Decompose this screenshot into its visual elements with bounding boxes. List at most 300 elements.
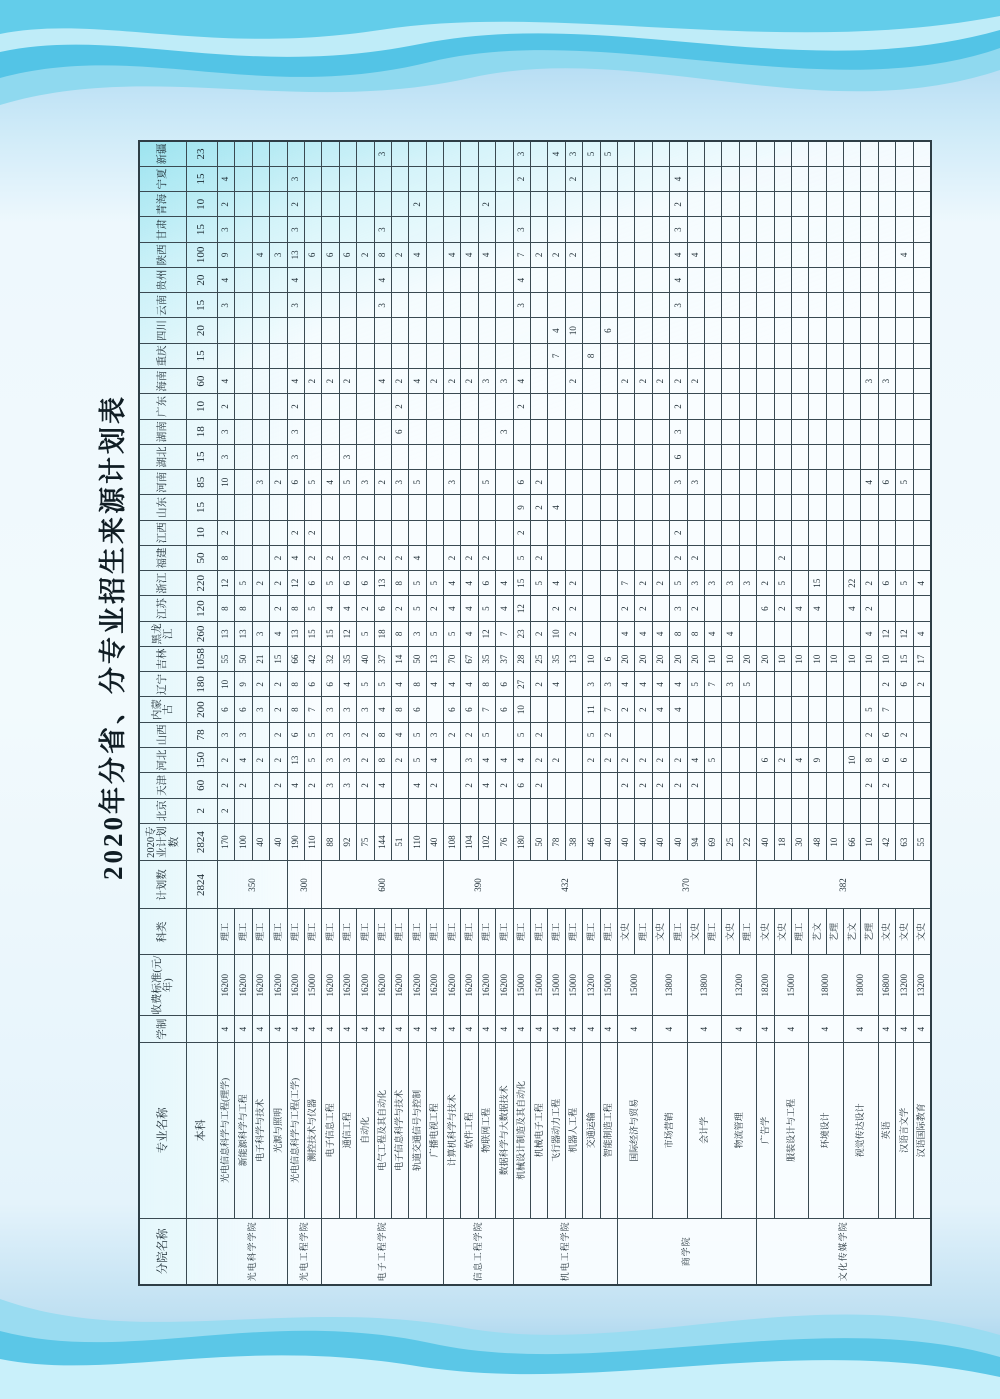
- value-北京: [635, 798, 652, 823]
- value-福建: 8: [218, 545, 235, 570]
- value-甘肃: [826, 217, 843, 242]
- value-贵州: [357, 267, 374, 292]
- value-浙江: [791, 571, 808, 596]
- value-甘肃: [565, 217, 582, 242]
- value-北京: [652, 798, 669, 823]
- value-内蒙古: 7: [878, 697, 895, 722]
- value-内蒙古: 10: [513, 697, 530, 722]
- value-河北: 5: [704, 748, 721, 773]
- value-浙江: 3: [722, 571, 739, 596]
- value-广东: [235, 394, 252, 419]
- value-福建: 2: [304, 545, 321, 570]
- value-福建: [652, 545, 669, 570]
- value-海南: [809, 369, 826, 394]
- major-name: 飞行器动力工程: [548, 1043, 565, 1219]
- value-内蒙古: [896, 697, 913, 722]
- value-江西: [357, 520, 374, 545]
- value-湖北: [270, 444, 287, 469]
- value-江西: [687, 520, 704, 545]
- value-新疆: 4: [548, 141, 565, 166]
- value-山西: [670, 722, 687, 747]
- value-浙江: [583, 571, 600, 596]
- value-青海: [270, 192, 287, 217]
- major-fee: 15000: [304, 955, 321, 1016]
- value-浙江: 5: [235, 571, 252, 596]
- value-福建: [757, 545, 774, 570]
- value-河北: 4: [235, 748, 252, 773]
- value-吉林: 13: [426, 646, 443, 671]
- value-云南: [878, 293, 895, 318]
- college-name: 机电工程学院: [513, 1218, 617, 1285]
- value-四川: [444, 318, 461, 343]
- major-duration: 4: [218, 1015, 235, 1042]
- value-辽宁: 8: [478, 672, 495, 697]
- value-陕西: [617, 242, 634, 267]
- value-河北: [826, 748, 843, 773]
- value-黑龙江: 10: [548, 621, 565, 646]
- value-江苏: 5: [304, 596, 321, 621]
- value-广东: [617, 394, 634, 419]
- value-贵州: [913, 267, 931, 292]
- value-河南: [844, 470, 861, 495]
- value-北京: [287, 798, 304, 823]
- major-line-row: [896, 141, 913, 1285]
- value-辽宁: 2: [270, 672, 287, 697]
- value-湖北: [861, 444, 878, 469]
- major-fee: 15000: [548, 955, 565, 1016]
- header-province-贵州: 贵州: [139, 267, 187, 292]
- value-四川: [357, 318, 374, 343]
- value-江西: 2: [304, 520, 321, 545]
- value-甘肃: [687, 217, 704, 242]
- value-江西: [339, 520, 356, 545]
- value-山西: 2: [600, 722, 617, 747]
- value-湖南: [652, 419, 669, 444]
- major-name: 光电信息科学与工程(理学): [218, 1043, 235, 1219]
- value-江苏: 2: [774, 596, 791, 621]
- major-category: 理工: [391, 909, 408, 955]
- value-山东: [339, 495, 356, 520]
- value-辽宁: [774, 672, 791, 697]
- value-山西: [739, 722, 756, 747]
- value-宁夏: [409, 166, 426, 191]
- value-江西: [409, 520, 426, 545]
- value-青海: [774, 192, 791, 217]
- value-北京: [687, 798, 704, 823]
- value-湖南: [478, 419, 495, 444]
- value-云南: [461, 293, 478, 318]
- major-name: 光电信息科学与工程(工学): [287, 1043, 304, 1219]
- value-辽宁: 4: [444, 672, 461, 697]
- value-海南: [357, 369, 374, 394]
- value-河南: 2: [531, 470, 548, 495]
- value-江苏: 5: [409, 596, 426, 621]
- major-fee: 16200: [426, 955, 443, 1016]
- value-湖南: [739, 419, 756, 444]
- value-新疆: [896, 141, 913, 166]
- value-湖南: 3: [496, 419, 513, 444]
- value-重庆: [391, 343, 408, 368]
- value-辽宁: 5: [687, 672, 704, 697]
- value-贵州: [444, 267, 461, 292]
- value-浙江: 6: [339, 571, 356, 596]
- value-山东: [896, 495, 913, 520]
- value-湖南: [687, 419, 704, 444]
- value-福建: [235, 545, 252, 570]
- value-山西: 2: [357, 722, 374, 747]
- value-四川: [531, 318, 548, 343]
- value-辽宁: 4: [617, 672, 634, 697]
- value-黑龙江: 23: [513, 621, 530, 646]
- value-陕西: [913, 242, 931, 267]
- value-吉林: 10: [861, 646, 878, 671]
- major-line-row: [235, 141, 252, 1285]
- major-fee: 18200: [757, 955, 774, 1016]
- major-name: 电子信息工程: [322, 1043, 339, 1219]
- value-湖北: 3: [287, 444, 304, 469]
- value-甘肃: 3: [287, 217, 304, 242]
- value-广东: [478, 394, 495, 419]
- value-江苏: 6: [757, 596, 774, 621]
- benke-total-湖南: 18: [187, 419, 218, 444]
- value-贵州: [583, 267, 600, 292]
- value-福建: [565, 545, 582, 570]
- value-湖北: [791, 444, 808, 469]
- major-duration: 4: [270, 1015, 287, 1042]
- value-江苏: 3: [670, 596, 687, 621]
- value-吉林: 20: [617, 646, 634, 671]
- value-江苏: 4: [791, 596, 808, 621]
- value-四川: [426, 318, 443, 343]
- value-天津: 2: [861, 773, 878, 798]
- major-fee: 16200: [252, 955, 269, 1016]
- value-贵州: [617, 267, 634, 292]
- value-贵州: [478, 267, 495, 292]
- value-甘肃: [635, 217, 652, 242]
- value-新疆: [531, 141, 548, 166]
- value-四川: 10: [565, 318, 582, 343]
- header-major: 专业名称: [139, 1043, 187, 1219]
- value-云南: [617, 293, 634, 318]
- major-line-row: [304, 141, 321, 1285]
- value-青海: 2: [478, 192, 495, 217]
- value-陕西: [235, 242, 252, 267]
- value-天津: 3: [322, 773, 339, 798]
- major-plan2020: 22: [739, 823, 756, 861]
- value-广东: [565, 394, 582, 419]
- value-黑龙江: 12: [478, 621, 495, 646]
- major-category: 文史: [774, 909, 791, 955]
- value-湖南: [409, 419, 426, 444]
- value-新疆: 3: [565, 141, 582, 166]
- major-line-row: [844, 141, 861, 1285]
- major-category: 文史: [687, 909, 704, 955]
- value-青海: [444, 192, 461, 217]
- major-category: 理工: [565, 909, 582, 955]
- value-黑龙江: 15: [304, 621, 321, 646]
- value-陕西: [826, 242, 843, 267]
- value-黑龙江: 5: [444, 621, 461, 646]
- value-云南: [600, 293, 617, 318]
- major-duration: 4: [652, 1015, 687, 1042]
- value-天津: 4: [478, 773, 495, 798]
- major-plan2020: 40: [617, 823, 634, 861]
- value-黑龙江: 8: [391, 621, 408, 646]
- value-甘肃: 3: [670, 217, 687, 242]
- value-宁夏: [913, 166, 931, 191]
- major-plan2020: 10: [861, 823, 878, 861]
- value-浙江: 5: [896, 571, 913, 596]
- value-辽宁: [826, 672, 843, 697]
- value-江苏: 8: [235, 596, 252, 621]
- value-海南: 2: [670, 369, 687, 394]
- value-甘肃: [844, 217, 861, 242]
- value-浙江: 22: [844, 571, 861, 596]
- major-category: 文史: [913, 909, 931, 955]
- value-天津: [444, 773, 461, 798]
- value-浙江: 4: [913, 571, 931, 596]
- value-新疆: 3: [374, 141, 391, 166]
- value-辽宁: 5: [739, 672, 756, 697]
- value-甘肃: [461, 217, 478, 242]
- value-黑龙江: 4: [617, 621, 634, 646]
- major-duration: 4: [757, 1015, 774, 1042]
- benke-total-山西: 78: [187, 722, 218, 747]
- value-重庆: 7: [548, 343, 565, 368]
- value-天津: 6: [513, 773, 530, 798]
- value-福建: 2: [322, 545, 339, 570]
- value-新疆: [357, 141, 374, 166]
- value-天津: [913, 773, 931, 798]
- value-河北: 6: [896, 748, 913, 773]
- major-plan2020: 40: [252, 823, 269, 861]
- value-湖北: [809, 444, 826, 469]
- value-河北: [913, 748, 931, 773]
- value-湖南: [357, 419, 374, 444]
- value-江西: [478, 520, 495, 545]
- major-plan2020: 94: [687, 823, 704, 861]
- major-fee: 16200: [374, 955, 391, 1016]
- value-北京: [826, 798, 843, 823]
- header-province-山东: 山东: [139, 495, 187, 520]
- header-province-江西: 江西: [139, 520, 187, 545]
- value-河南: [757, 470, 774, 495]
- value-广东: [844, 394, 861, 419]
- value-海南: 2: [652, 369, 669, 394]
- value-湖南: [617, 419, 634, 444]
- value-云南: [391, 293, 408, 318]
- value-内蒙古: [739, 697, 756, 722]
- value-重庆: [531, 343, 548, 368]
- major-name: 机械电子工程: [531, 1043, 548, 1219]
- major-line-row: [496, 141, 513, 1285]
- value-内蒙古: 7: [478, 697, 495, 722]
- value-黑龙江: 4: [461, 621, 478, 646]
- value-江苏: 2: [861, 596, 878, 621]
- value-湖南: [600, 419, 617, 444]
- value-内蒙古: 11: [583, 697, 600, 722]
- value-吉林: 10: [844, 646, 861, 671]
- value-辽宁: 3: [600, 672, 617, 697]
- value-浙江: 6: [357, 571, 374, 596]
- major-line-row: [600, 141, 617, 1285]
- value-甘肃: [235, 217, 252, 242]
- value-辽宁: 5: [374, 672, 391, 697]
- value-河北: 2: [548, 748, 565, 773]
- value-河南: [635, 470, 652, 495]
- value-湖南: [757, 419, 774, 444]
- value-河南: [235, 470, 252, 495]
- value-新疆: 5: [583, 141, 600, 166]
- value-山东: [600, 495, 617, 520]
- value-河南: 3: [444, 470, 461, 495]
- value-陕西: 6: [304, 242, 321, 267]
- major-category: 文史: [652, 909, 669, 955]
- value-新疆: [861, 141, 878, 166]
- value-陕西: 4: [478, 242, 495, 267]
- value-山西: [652, 722, 669, 747]
- major-duration: 4: [287, 1015, 304, 1042]
- value-宁夏: [687, 166, 704, 191]
- value-黑龙江: [757, 621, 774, 646]
- value-天津: 2: [218, 773, 235, 798]
- value-广东: 2: [287, 394, 304, 419]
- value-山西: 5: [513, 722, 530, 747]
- value-江西: [652, 520, 669, 545]
- value-宁夏: [757, 166, 774, 191]
- value-云南: [791, 293, 808, 318]
- value-陕西: 4: [252, 242, 269, 267]
- value-四川: [844, 318, 861, 343]
- value-天津: 2: [635, 773, 652, 798]
- major-plan2020: 30: [791, 823, 808, 861]
- value-天津: [583, 773, 600, 798]
- value-山东: [704, 495, 721, 520]
- value-河北: 8: [374, 748, 391, 773]
- major-category: 理工: [635, 909, 652, 955]
- value-山东: [774, 495, 791, 520]
- major-name: 机械设计制造及其自动化: [513, 1043, 530, 1219]
- value-河南: [565, 470, 582, 495]
- value-辽宁: [757, 672, 774, 697]
- value-贵州: [722, 267, 739, 292]
- header-province-广东: 广东: [139, 394, 187, 419]
- value-山东: [757, 495, 774, 520]
- value-贵州: 4: [513, 267, 530, 292]
- value-甘肃: [861, 217, 878, 242]
- value-重庆: [235, 343, 252, 368]
- major-plan2020: 25: [722, 823, 739, 861]
- value-山西: [565, 722, 582, 747]
- value-江苏: 6: [374, 596, 391, 621]
- value-海南: [252, 369, 269, 394]
- value-重庆: [374, 343, 391, 368]
- major-fee: 13800: [687, 955, 722, 1016]
- value-宁夏: 3: [287, 166, 304, 191]
- value-吉林: 50: [409, 646, 426, 671]
- value-贵州: [496, 267, 513, 292]
- value-辽宁: [565, 672, 582, 697]
- value-山东: 2: [531, 495, 548, 520]
- value-北京: [409, 798, 426, 823]
- value-宁夏: [339, 166, 356, 191]
- value-浙江: [600, 571, 617, 596]
- value-浙江: 2: [270, 571, 287, 596]
- major-fee: 15000: [531, 955, 548, 1016]
- value-广东: [322, 394, 339, 419]
- value-河北: 9: [809, 748, 826, 773]
- value-江西: [791, 520, 808, 545]
- value-广东: [809, 394, 826, 419]
- value-浙江: 3: [739, 571, 756, 596]
- benke-plan2020: 2824: [187, 823, 218, 861]
- value-四川: [826, 318, 843, 343]
- value-湖北: [548, 444, 565, 469]
- value-贵州: [270, 267, 287, 292]
- value-海南: [774, 369, 791, 394]
- value-浙江: 13: [374, 571, 391, 596]
- major-fee: 16200: [218, 955, 235, 1016]
- value-辽宁: 10: [218, 672, 235, 697]
- benke-total-云南: 15: [187, 293, 218, 318]
- value-河南: 10: [218, 470, 235, 495]
- value-辽宁: 6: [896, 672, 913, 697]
- major-name: 物流管理: [722, 1043, 757, 1219]
- value-山东: [426, 495, 443, 520]
- major-category: 理工: [670, 909, 687, 955]
- value-江苏: [913, 596, 931, 621]
- value-河南: 5: [409, 470, 426, 495]
- value-福建: [426, 545, 443, 570]
- value-新疆: [391, 141, 408, 166]
- value-黑龙江: 4: [270, 621, 287, 646]
- value-河北: 2: [774, 748, 791, 773]
- value-山东: 9: [513, 495, 530, 520]
- value-天津: [565, 773, 582, 798]
- value-北京: [844, 798, 861, 823]
- value-山西: [774, 722, 791, 747]
- value-天津: 2: [652, 773, 669, 798]
- value-内蒙古: 6: [218, 697, 235, 722]
- value-江苏: 4: [496, 596, 513, 621]
- value-云南: [861, 293, 878, 318]
- value-北京: [426, 798, 443, 823]
- value-青海: [322, 192, 339, 217]
- value-陕西: [600, 242, 617, 267]
- value-陕西: 2: [531, 242, 548, 267]
- value-吉林: 20: [635, 646, 652, 671]
- value-贵州: [391, 267, 408, 292]
- value-山东: [878, 495, 895, 520]
- value-山西: [791, 722, 808, 747]
- value-重庆: [739, 343, 756, 368]
- value-河南: [461, 470, 478, 495]
- value-湖北: [374, 444, 391, 469]
- major-plan2020: 102: [478, 823, 495, 861]
- value-浙江: 6: [304, 571, 321, 596]
- value-陕西: 2: [548, 242, 565, 267]
- value-青海: [687, 192, 704, 217]
- value-甘肃: [809, 217, 826, 242]
- value-北京: [374, 798, 391, 823]
- value-天津: 2: [304, 773, 321, 798]
- value-江苏: [896, 596, 913, 621]
- value-吉林: 14: [391, 646, 408, 671]
- value-重庆: [287, 343, 304, 368]
- header-province-吉林: 吉林: [139, 646, 187, 671]
- value-甘肃: 3: [513, 217, 530, 242]
- value-内蒙古: 8: [391, 697, 408, 722]
